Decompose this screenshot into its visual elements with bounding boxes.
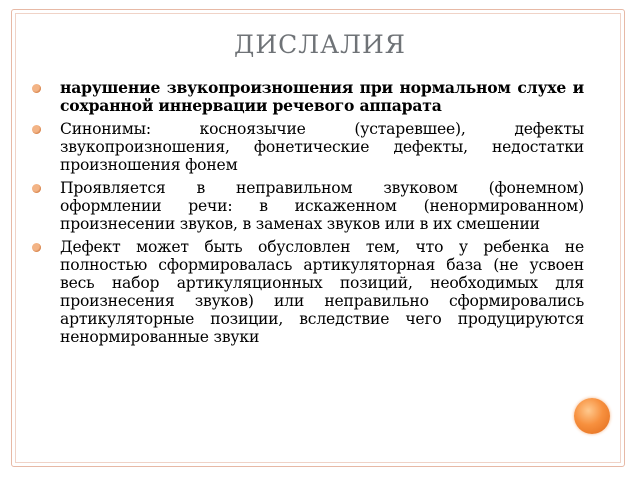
bullet-list [32, 79, 584, 351]
bullet-text: Проявляется в неправильном звуковом (фонемном) оформлении речи: в искаженном (ненормированном) произнесении звуков, в заменах звуков или в их смешении [60, 179, 584, 233]
bullet-icon [32, 125, 41, 134]
bullet-icon [32, 84, 41, 93]
bullet-item-cause [32, 238, 584, 346]
slide-title: ДИСЛАЛИЯ [234, 30, 406, 59]
bullet-text: Дефект может быть обусловлен тем, что у ребенка не полностью сформировалась артикуляторная база (не усвоен весь набор артикуляционных позиций, необходимых для произнесения звуков) или неправильно сформировались артикуляторные позиции, вследствие чего продуцируются ненормированные звуки [60, 238, 584, 346]
bullet-item-manifestation [32, 179, 584, 233]
bullet-item-definition [32, 79, 584, 115]
bullet-icon [32, 184, 41, 193]
bullet-icon [32, 243, 41, 252]
bullet-text: Синонимы: косноязычие (устаревшее), дефекты звукопроизношения, фонетические дефекты, недостатки произношения фонем [60, 120, 584, 174]
bullet-text: нарушение звукопроизношения при нормальном слухе и сохранной иннервации речевого аппарата [60, 78, 584, 115]
bullet-item-synonyms [32, 120, 584, 174]
decorative-orb-icon [574, 398, 610, 434]
